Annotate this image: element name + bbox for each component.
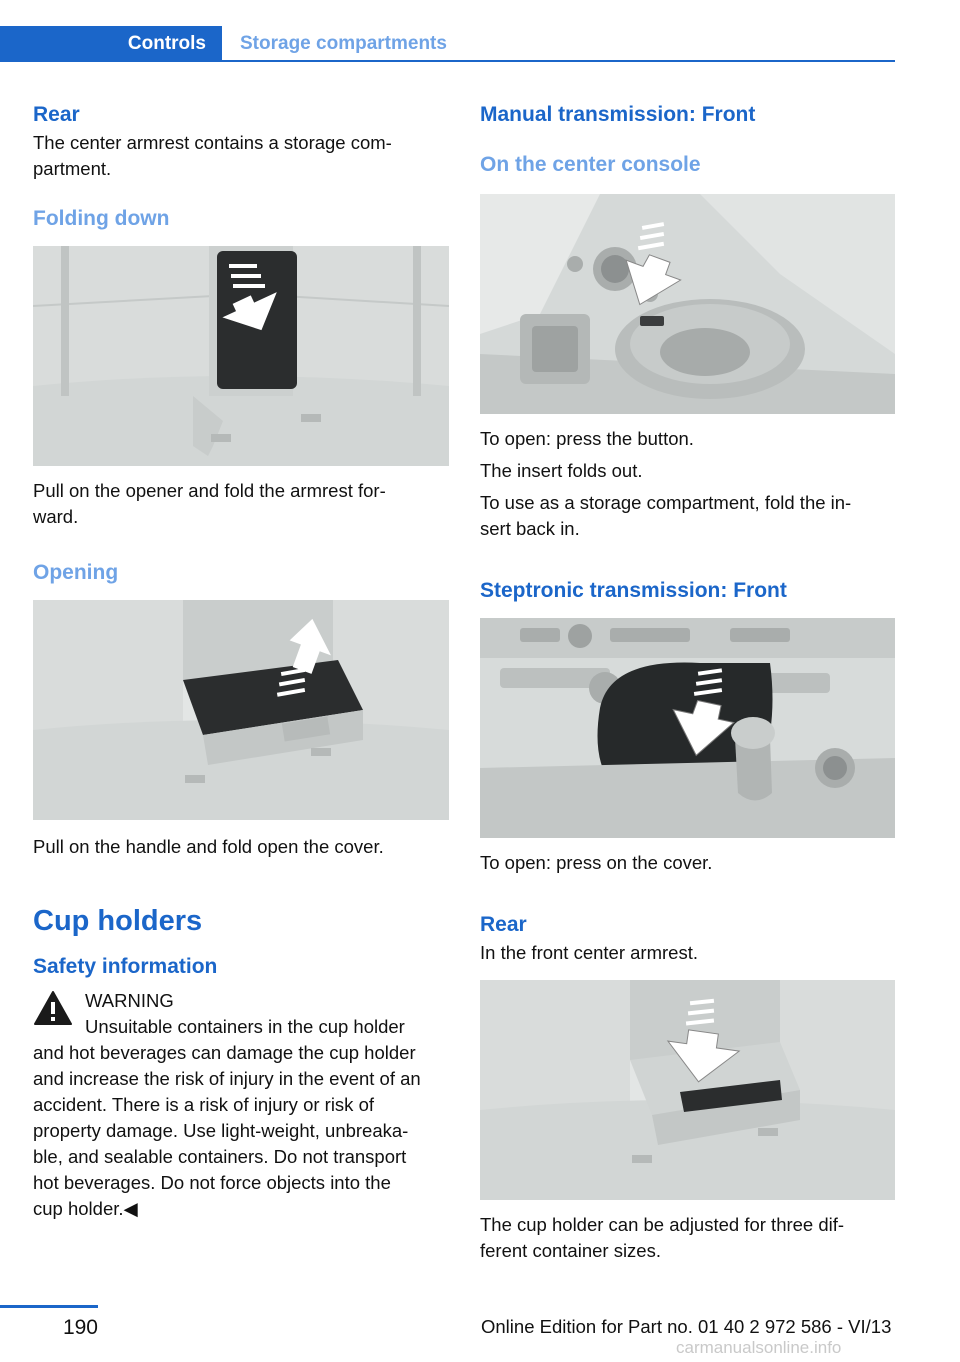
warning-title: WARNING (85, 990, 174, 1011)
warning-line-3: and increase the risk of injury in the event of an (33, 1068, 421, 1089)
edition-info: Online Edition for Part no. 01 40 2 972 586 - VI/13 (481, 1316, 892, 1337)
warning-line-1: Unsuitable containers in the cup holder (85, 1016, 405, 1037)
opening-text: Pull on the handle and fold open the cover. (33, 836, 384, 857)
warning-block (33, 988, 449, 1222)
warning-line-7: hot beverages. Do not force objects into the (33, 1172, 391, 1193)
rear-text-line-2: partment. (33, 158, 112, 179)
manual-text-line-1: To open: press the button. (480, 428, 694, 449)
cup-holder-text-line-2: ferent container sizes. (480, 1240, 661, 1261)
warning-triangle-icon (33, 990, 73, 1026)
steptronic-heading: Steptronic transmission: Front (480, 579, 787, 602)
armrest-folding-illustration (33, 246, 449, 466)
armrest-opening-illustration (33, 600, 449, 820)
rear-text-line-1: The center armrest contains a storage com- (33, 132, 392, 153)
warning-line-8: cup holder.◀ (33, 1198, 138, 1219)
header-rule (0, 60, 895, 62)
warning-line-4: accident. There is a risk of injury or risk of (33, 1094, 375, 1115)
warning-line-5: property damage. Use light-weight, unbreaka- (33, 1120, 409, 1141)
warning-line-2: and hot beverages can damage the cup holder (33, 1042, 416, 1063)
right-column (480, 100, 896, 1264)
safety-information-heading: Safety information (33, 955, 218, 978)
footer-rule (0, 1305, 98, 1308)
manual-text-line-3: To use as a storage compartment, fold the in- (480, 492, 852, 513)
rear-cup-holder-text: In the front center armrest. (480, 942, 698, 963)
manual-transmission-heading: Manual transmission: Front (480, 103, 756, 126)
tab-controls[interactable]: Controls (0, 26, 222, 62)
cup-holder-text-line-1: The cup holder can be adjusted for three dif- (480, 1214, 845, 1235)
rear-heading: Rear (33, 103, 80, 126)
steptronic-console-illustration (480, 618, 895, 838)
page-number: 190 (62, 1316, 98, 1339)
folding-down-heading: Folding down (33, 207, 170, 230)
left-column (33, 100, 449, 1222)
folding-text-line-2: ward. (33, 506, 79, 527)
folding-text-line-1: Pull on the opener and fold the armrest for- (33, 480, 386, 501)
manual-text-line-4: sert back in. (480, 518, 580, 539)
steptronic-text: To open: press on the cover. (480, 852, 713, 873)
warning-line-6: ble, and sealable containers. Do not transport (33, 1146, 407, 1167)
center-console-heading: On the center console (480, 153, 701, 176)
cup-holders-heading: Cup holders (33, 905, 203, 937)
watermark: carmanualsonline.info (676, 1338, 842, 1357)
center-console-illustration (480, 194, 895, 414)
tab-storage-compartments[interactable]: Storage compartments (240, 33, 447, 54)
rear-cup-holder-heading: Rear (480, 913, 527, 936)
front-armrest-cup-holder-illustration (480, 980, 895, 1200)
opening-heading: Opening (33, 561, 119, 584)
manual-text-line-2: The insert folds out. (480, 460, 643, 481)
page-header (0, 26, 895, 62)
